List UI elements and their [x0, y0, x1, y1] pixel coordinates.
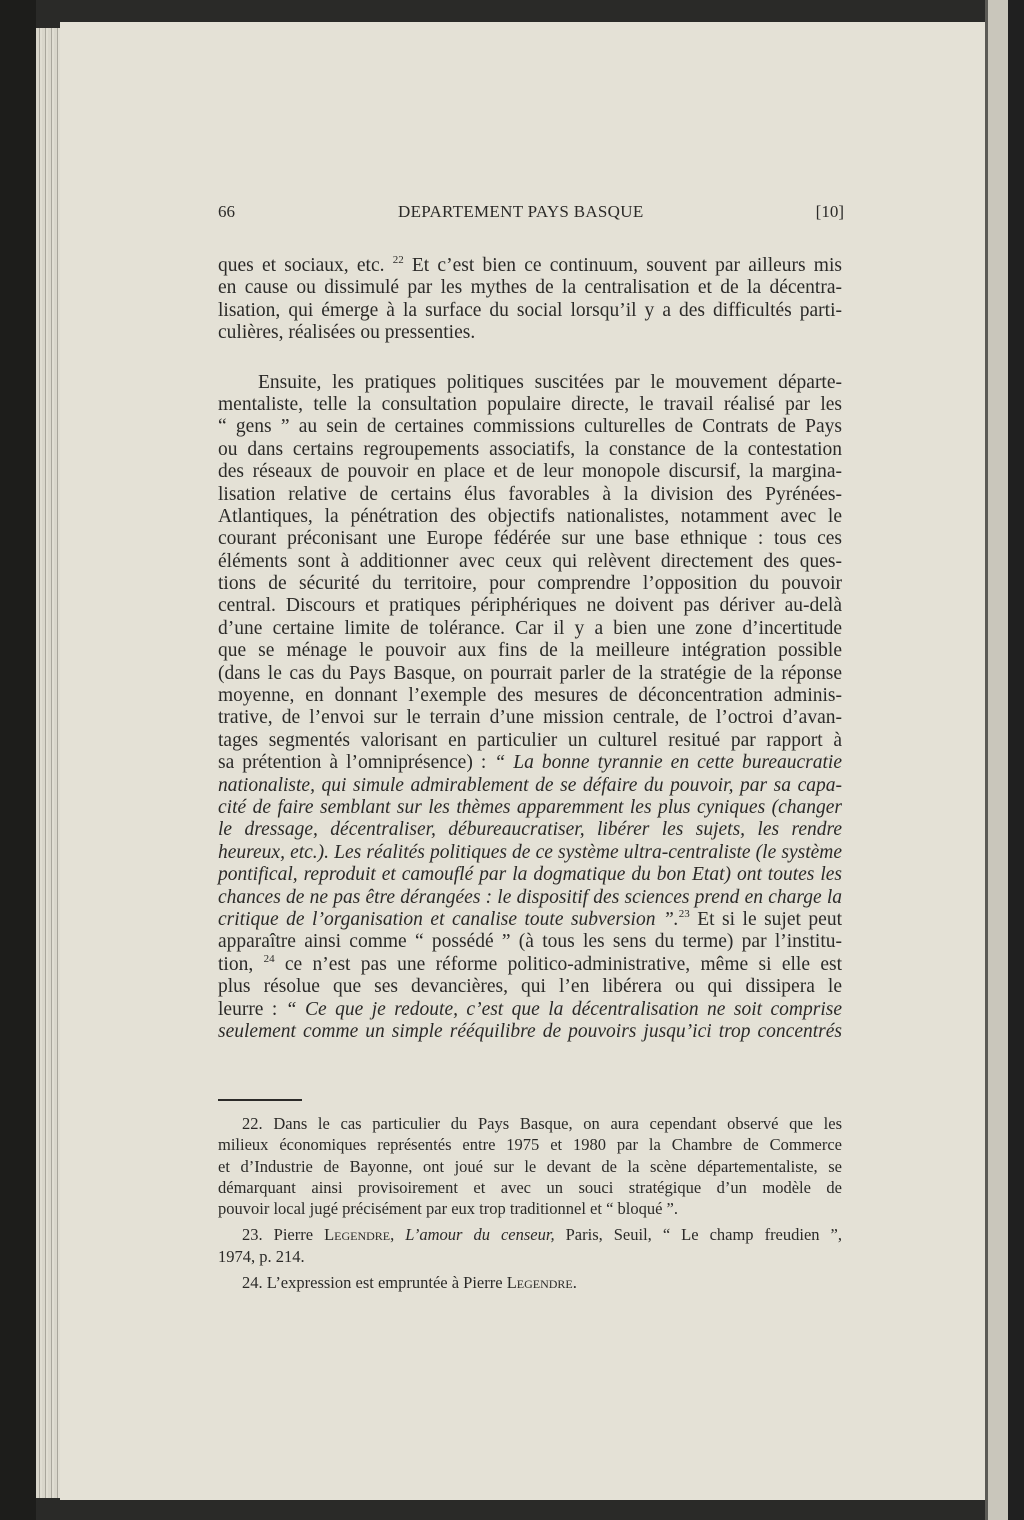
- text-run: mentaliste, telle la consultation populaire directe, le travail réalisé par les: [218, 393, 842, 415]
- text-line: [218, 506, 842, 528]
- text-line: [218, 1021, 842, 1043]
- text-line: [218, 685, 842, 707]
- text-line: [218, 484, 842, 506]
- text-line: [218, 618, 842, 640]
- text-run: leurre :: [218, 998, 286, 1020]
- text-line: [218, 416, 842, 438]
- running-title: DEPARTEMENT PAYS BASQUE: [398, 202, 644, 221]
- text-run: central. Discours et pratiques périphériques ne doivent pas dériver au-delà: [218, 595, 842, 617]
- text-run: heureux, etc.). Les réalités politiques de ce système ultra-centraliste (le système: [218, 841, 842, 863]
- text-line: [218, 1198, 842, 1219]
- scan-background-left: [0, 0, 36, 1520]
- text-run: éléments sont à additionner avec ceux qui relèvent directement des ques-: [218, 550, 842, 572]
- text-run: tions de sécurité du territoire, pour comprendre l’opposition du pouvoir: [218, 573, 842, 595]
- page-edges: [36, 28, 62, 1498]
- text-run: moyenne, en donnant l’exemple des mesures de déconcentration adminis-: [218, 685, 842, 707]
- text-run: que se ménage le pouvoir aux fins de la meilleure intégration possible: [218, 640, 842, 662]
- text-run: pontifical, reproduit et camouflé par la dogmatique du bon Etat) ont toutes les: [218, 864, 842, 886]
- text-line: [218, 931, 842, 953]
- text-run: démarquant ainsi provisoirement et avec un souci stratégique d’un modèle de: [218, 1177, 842, 1197]
- text-run: pouvoir local jugé précisément par eux trop traditionnel et “ bloqué ”.: [218, 1199, 679, 1219]
- text-run: ques et sociaux, etc.: [218, 255, 393, 276]
- text-line: [218, 394, 842, 416]
- text-run: tages segmentés valorisant en particulier un culturel resitué par rapport à: [218, 729, 842, 751]
- text-line: [218, 322, 842, 344]
- text-run: 1974, p. 214.: [218, 1246, 305, 1266]
- text-run: lisation, qui émerge à la surface du social lorsqu’il y a des difficultés parti-: [218, 299, 842, 321]
- text-run: Legendre: [324, 1225, 391, 1245]
- footnote-reference: 24: [263, 952, 275, 965]
- text-run: Legendre: [506, 1273, 573, 1293]
- footnote-reference: 22: [392, 254, 404, 266]
- text-run: milieux économiques représentés entre 1975 et 1980 par la Chambre de Commerce: [218, 1135, 842, 1155]
- text-line: [218, 640, 842, 662]
- text-line: [218, 595, 842, 617]
- scan-background-right: [1008, 0, 1024, 1520]
- text-line: [218, 300, 842, 322]
- footnotes: [218, 1113, 842, 1293]
- text-run: ,: [390, 1225, 406, 1245]
- text-line: [218, 1272, 842, 1293]
- text-line: [218, 887, 842, 909]
- text-run: ce n’est pas une réforme politico-administrative, même si elle est: [274, 953, 843, 975]
- running-header: [218, 202, 844, 224]
- text-run: et d’Industrie de Bayonne, ont joué sur le devant de la scène départementaliste, se: [218, 1156, 842, 1176]
- text-line: [218, 1224, 842, 1245]
- footnote-reference: 23: [678, 907, 690, 920]
- text-run: Atlantiques, la pénétration des objectifs nationalistes, notamment avec le: [218, 505, 842, 527]
- text-line: [218, 461, 842, 483]
- text-run: trative, de l’envoi sur le terrain d’une mission centrale, de l’octroi d’avan-: [218, 707, 842, 729]
- text-line: [218, 707, 842, 729]
- text-line: [218, 999, 842, 1021]
- text-line: [218, 663, 842, 685]
- text-run: en cause ou dissimulé par les mythes de la centralisation et de la décentra-: [218, 277, 842, 299]
- text-line: [218, 551, 842, 573]
- text-run: courant préconisant une Europe fédérée sur une base ethnique : tous ces: [218, 528, 842, 550]
- text-run: 24. L’expression est empruntée à Pierre: [242, 1273, 507, 1293]
- text-run: Ensuite, les pratiques politiques suscitées par le mouvement départe-: [258, 371, 842, 393]
- text-line: [218, 573, 842, 595]
- text-line: [218, 752, 842, 774]
- text-run: “ gens ” au sein de certaines commissions culturelles de Contrats de Pays: [218, 416, 842, 438]
- text-run: le dressage, décentraliser, débureaucratiser, libérer les sujets, les rendre: [218, 819, 842, 841]
- text-run: critique de l’organisation et canalise toute subversion ”.: [218, 908, 679, 930]
- text-run: lisation relative de certains élus favorables à la division des Pyrénées-: [218, 483, 842, 505]
- text-line: [218, 1246, 842, 1267]
- text-run: tion,: [218, 953, 264, 975]
- body-text: [218, 255, 842, 1043]
- text-run: Paris, Seuil, “ Le champ freudien ”,: [554, 1225, 843, 1245]
- text-run: Et si le sujet peut: [689, 908, 842, 930]
- footnote-rule: [218, 1099, 302, 1101]
- text-run: nationaliste, qui simule admirablement de se défaire du pouvoir, par sa capa-: [218, 774, 842, 796]
- text-line: [218, 730, 842, 752]
- text-run: ou dans certains regroupements associatifs, la constance de la contestation: [218, 438, 842, 460]
- text-run: seulement comme un simple rééquilibre de pouvoirs jusqu’ici trop concentrés: [218, 1020, 842, 1042]
- text-line: [218, 842, 842, 864]
- text-run: culières, réalisées ou pressenties.: [218, 322, 476, 344]
- text-run: .: [572, 1273, 577, 1293]
- text-run: sa prétention à l’omniprésence) :: [218, 752, 495, 774]
- page-number: 66: [218, 202, 235, 221]
- text-line: [218, 1134, 842, 1155]
- text-run: chances de ne pas être dérangées : le dispositif des sciences prend en charge la: [218, 886, 842, 908]
- text-run: plus résolue que ses devancières, qui l’en libérera ou qui dissipera le: [218, 976, 842, 998]
- text-run: des réseaux de pouvoir en place et de leur monopole discursif, la margina-: [218, 461, 842, 483]
- text-run: (dans le cas du Pays Basque, on pourrait parler de la stratégie de la réponse: [218, 662, 842, 684]
- text-line: [218, 819, 842, 841]
- text-run: d’une certaine limite de tolérance. Car il y a bien une zone d’incertitude: [218, 617, 842, 639]
- text-run: Et c’est bien ce continuum, souvent par ailleurs mis: [403, 255, 842, 276]
- text-line: [218, 864, 842, 886]
- text-line: [218, 976, 842, 998]
- text-line: [218, 255, 842, 277]
- text-run: “ Ce que je redoute, c’est que la décentralisation ne soit comprise: [285, 998, 842, 1020]
- text-line: [218, 277, 842, 299]
- text-run: 22. Dans le cas particulier du Pays Basque, on aura cependant observé que les: [242, 1114, 842, 1133]
- text-run: apparaître ainsi comme “ possédé ” (à tous les sens du terme) par l’institu-: [218, 931, 842, 953]
- text-line: [218, 909, 842, 931]
- text-line: [218, 372, 842, 394]
- text-line: [218, 954, 842, 976]
- text-run: 23. Pierre: [242, 1225, 325, 1245]
- text-run: “ La bonne tyrannie en cette bureaucratie: [494, 752, 842, 774]
- section-number: [10]: [815, 202, 844, 221]
- text-line: [218, 1177, 842, 1198]
- text-run: cité de faire semblant sur les thèmes apparemment les plus cyniques (changer: [218, 796, 842, 818]
- text-line: [218, 439, 842, 461]
- text-line: [218, 1156, 842, 1177]
- text-run: L’amour du censeur,: [405, 1225, 555, 1245]
- text-line: [218, 797, 842, 819]
- text-line: [218, 528, 842, 550]
- text-line: [218, 1113, 842, 1134]
- text-line: [218, 775, 842, 797]
